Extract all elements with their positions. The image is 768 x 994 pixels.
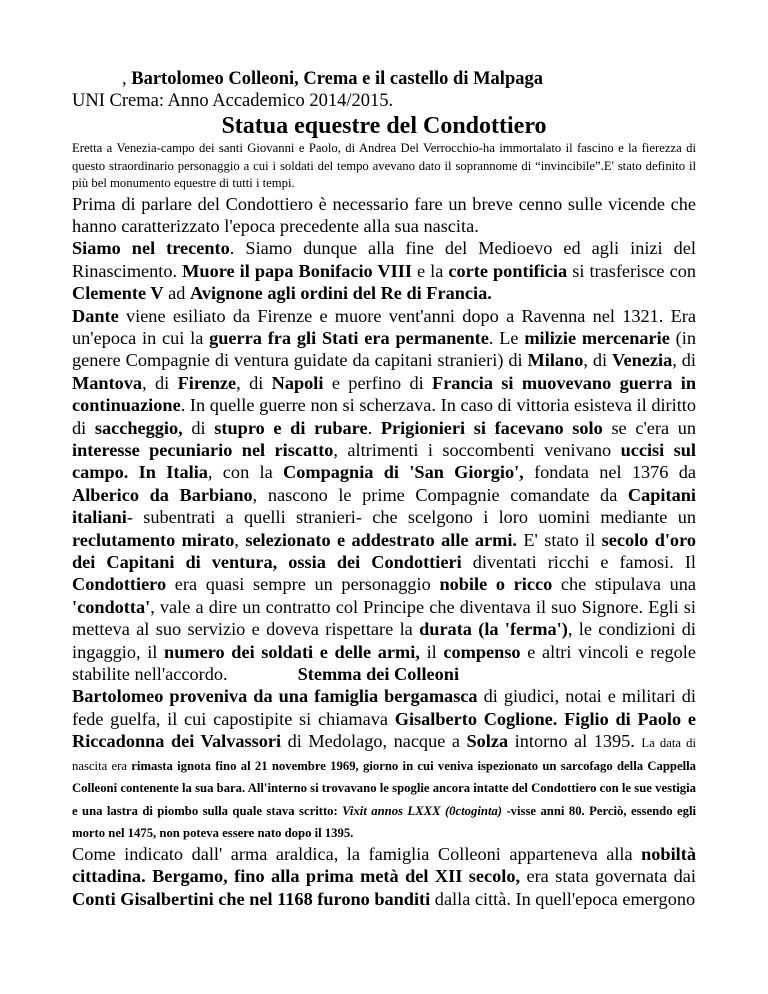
plain-text: , con la xyxy=(207,462,284,483)
plain-text: . In quelle guerre non si scherzava. In caso di vittoria esisteva il diritto di xyxy=(72,395,696,438)
plain-text: , di xyxy=(236,372,272,393)
note-inscription: Vixit annos LXXX (0ctoginta) xyxy=(342,803,503,818)
plain-text: dalla città. In quell'epoca emergono xyxy=(430,888,696,909)
bold-text: Capitani italiani xyxy=(72,484,696,528)
plain-text: ad xyxy=(163,283,190,304)
bold-text: Dante xyxy=(72,305,119,326)
plain-text: che stipulava una xyxy=(552,574,696,595)
note-bold-text: -visse anni 80. Perciò, essendo egli morto nel 1475, non poteva essere nato dopo il 1395. xyxy=(72,803,696,841)
bold-text: numero dei soldati e delle armi, xyxy=(164,641,420,662)
plain-text: , di xyxy=(142,372,178,393)
bold-text: Avignone agli ordini del Re di Francia. xyxy=(189,283,492,304)
note-text: La data di nascita era xyxy=(72,736,696,773)
bold-text: Milano xyxy=(527,350,584,371)
title-prefix: , xyxy=(122,69,127,89)
note-bold-text: rimasta ignota fino al 21 novembre 1969, giorno in cui veniva ispezionato un sarcofago della Cappella Colleoni contenente la sua bara. All'interno si trovavano le spoglie ancora intatte del Condottiero con le sue vestigia e una lastra di piombo sulla quale stava scritto: xyxy=(72,758,696,818)
bold-text: Napoli xyxy=(271,372,324,393)
bold-text: Prigionieri si facevano solo xyxy=(380,417,603,438)
plain-text: . Siamo dunque alla fine del Medioevo ed agli inizi del Rinascimento. xyxy=(72,238,696,281)
bold-text: selezionato e addestrato alle armi. xyxy=(245,529,518,550)
paragraph-nobilta xyxy=(72,843,696,910)
section-title: Statua equestre del Condottiero xyxy=(221,113,547,139)
plain-text: era quasi sempre un personaggio xyxy=(166,574,440,595)
bold-text: secolo d'oro dei Capitani di ventura, ossia dei Condottieri xyxy=(72,529,697,572)
statue-caption: Eretta a Venezia-campo dei santi Giovanni e Paolo, di Andrea Del Verrocchio-ha immortalato il fascino e la fierezza di questo straordinario personaggio a cui i soldati del tempo avevano dato il soprannome di “invincibile”.E' stato definito il più bel monumento equestre di tutti i tempi. xyxy=(72,141,696,190)
bold-text: Bartolomeo proveniva da una famiglia bergamasca xyxy=(72,686,478,707)
bold-text: nobile o ricco xyxy=(439,574,553,595)
bold-text: nobiltà cittadina. Bergamo, fino alla prima metà del XII secolo, xyxy=(72,843,696,887)
plain-text: di giudici, notai e militari di fede guelfa, il cui capostipite si chiamava xyxy=(72,686,696,729)
bold-text: compenso xyxy=(443,641,521,662)
bold-text: reclutamento mirato xyxy=(72,529,235,550)
bold-text: Condottiero xyxy=(72,574,167,595)
plain-text: e altri vincoli e regole stabilite nell'accordo. xyxy=(72,641,696,685)
document-title xyxy=(72,68,696,90)
plain-text: e la xyxy=(411,260,449,281)
document-subtitle: UNI Crema: Anno Accademico 2014/2015. xyxy=(72,91,394,111)
plain-text: , nascono le prime Compagnie comandate da xyxy=(252,484,628,505)
plain-text: , vale a dire un contratto col Principe che diventava il suo Signore. Egli si metteva al suo servizio e doveva rispettare la xyxy=(72,596,696,640)
plain-text: , xyxy=(234,529,246,550)
plain-text: - subentrati a quelli stranieri- che scelgono i loro uomini mediante un xyxy=(126,507,696,528)
bold-text: corte pontificia xyxy=(448,260,568,281)
plain-text: , le condizioni di ingaggio, il xyxy=(72,619,696,662)
plain-text: fondata nel 1376 da xyxy=(523,462,696,483)
bold-text: Compagnia di 'San Giorgio', xyxy=(283,462,524,483)
bold-text: guerra fra gli Stati era permanente xyxy=(209,327,489,348)
plain-text: , di xyxy=(583,350,612,371)
title-text: Bartolomeo Colleoni, Crema e il castello di Malpaga xyxy=(131,69,543,89)
bold-text: Venezia xyxy=(612,350,673,371)
plain-text: intorno al 1395. xyxy=(508,731,642,752)
plain-text: di xyxy=(182,417,215,438)
bold-text: Francia si muovevano guerra in continuazione xyxy=(72,372,696,416)
bold-text: milizie mercenarie xyxy=(524,327,670,348)
bold-text: Muore il papa Bonifacio VIII xyxy=(182,260,412,281)
plain-text: , altrimenti i soccombenti venivano xyxy=(333,439,621,460)
bold-text: Clemente V xyxy=(72,283,164,304)
bold-text: 'condotta' xyxy=(72,596,151,617)
document-page xyxy=(72,68,696,910)
plain-text: e perfino di xyxy=(323,372,433,393)
bold-text: saccheggio, xyxy=(94,417,183,438)
plain-text: si trasferisce con xyxy=(567,260,696,281)
bold-text: Alberico da Barbiano xyxy=(72,484,253,505)
bold-text: Solza xyxy=(466,731,509,752)
plain-text: viene esiliato da Firenze e muore vent'anni dopo a Ravenna nel 1321. Era un'epoca in cui la xyxy=(72,305,696,348)
plain-text: . Le xyxy=(488,327,525,348)
plain-text: diventati ricchi e famosi. Il xyxy=(461,552,696,572)
paragraph-bartolomeo xyxy=(72,685,696,842)
bold-text: Figlio di Paolo e Riccadonna dei Valvassori xyxy=(72,708,696,752)
bold-text: Siamo nel trecento xyxy=(72,238,230,259)
stemma-heading: Stemma dei Colleoni xyxy=(297,664,460,685)
plain-text: . xyxy=(367,417,381,438)
plain-text: , di xyxy=(672,350,696,371)
plain-text: (in genere Compagnie di ventura guidate da capitani stranieri) di xyxy=(72,327,696,371)
bold-text: uccisi sul campo. In Italia xyxy=(72,439,696,483)
bold-text: Gisalberto Coglione. xyxy=(394,708,558,729)
paragraph-intro: Prima di parlare del Condottiero è necessario fare un breve cenno sulle vicende che hanno caratterizzato l'epoca precedente alla sua nascita. xyxy=(72,193,696,236)
bold-text: interesse pecuniario nel riscatto xyxy=(72,439,334,460)
bold-text: Firenze xyxy=(177,372,237,393)
bold-text: Conti Gisalbertini che nel 1168 furono banditi xyxy=(72,888,431,909)
plain-text: se c'era un xyxy=(602,417,696,438)
bold-text: stupro e di rubare xyxy=(214,417,368,438)
plain-text: era stata governata dai xyxy=(520,866,696,887)
bold-text: Mantova xyxy=(72,372,143,393)
plain-text: E' stato il xyxy=(517,529,602,550)
paragraph-condottieri xyxy=(72,305,696,686)
bold-text: durata (la 'ferma') xyxy=(419,619,568,640)
plain-text: il xyxy=(419,641,444,662)
paragraph-trecento xyxy=(72,237,696,304)
plain-text: di Medolago, nacque a xyxy=(281,731,467,752)
plain-text: Come indicato dall' arma araldica, la famiglia Colleoni apparteneva alla xyxy=(72,843,642,864)
